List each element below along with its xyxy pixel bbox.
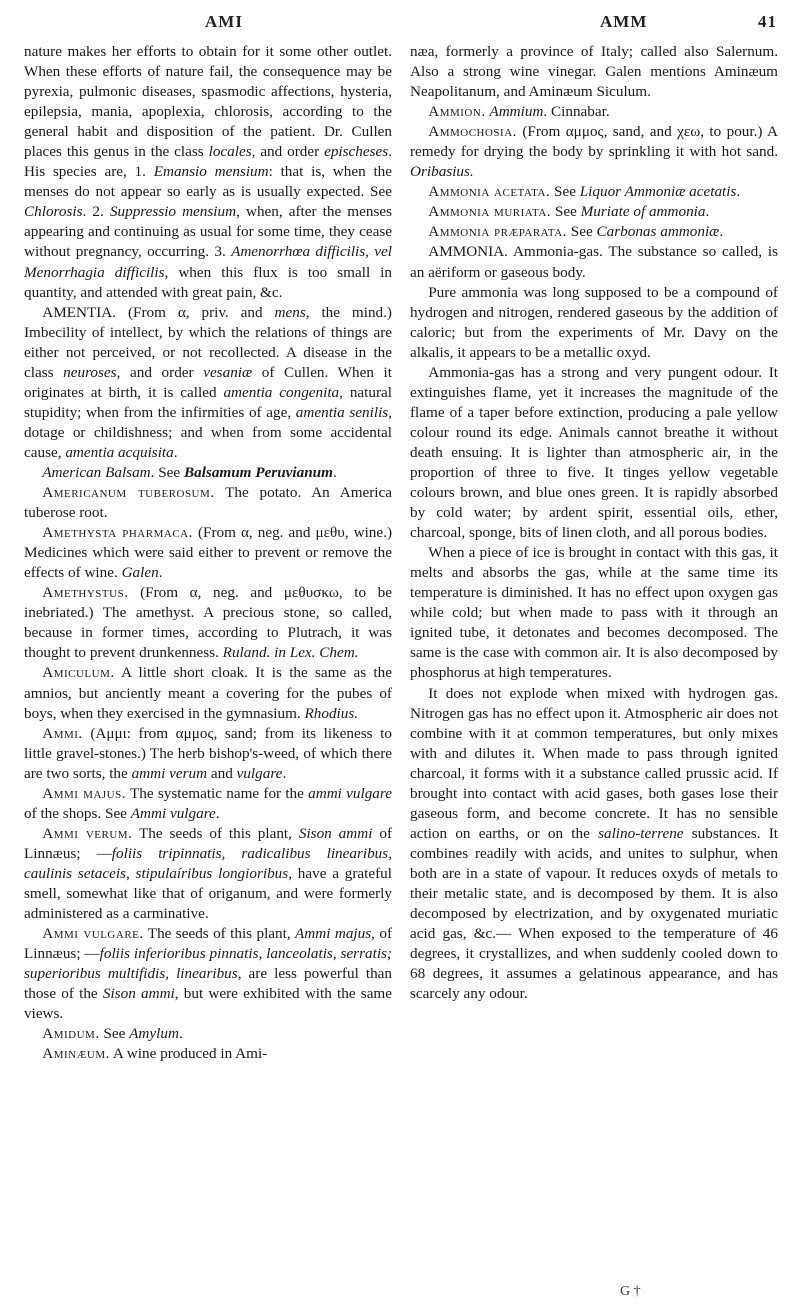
ammonia-paragraph-2: Ammonia-gas has a strong and very pungent odour. It extinguishes flame, yet it increases the magnitude of the flame of a taper before extinction, producing a pale yellow colour round its edge. Animals cannot breathe it without death ensuing. It is lighter than atmospheric air, in the proportion of three to five. It tinges yellow vegetable colours brown, and blue ones green. It is rapidly absorbed by cold water; by ardent spirit, essential oils, ether, charcoal, sponge, bits of linen cloth, and all porous bodies. — [410, 363, 778, 542]
entry-amentia: AMENTIA. (From α, priv. and mens, the mind.) Imbecility of intellect, by which the relations of things are either not perceived, or not recollected. A disease in the class neuroses, and order vesaniæ of Cullen. When it originates at birth, it is called amentia congenita, natural stupidity; when from the infirmities of age, amentia senilis, dotage or childishness; and when from some accidental cause, amentia acquisita. — [24, 303, 393, 461]
entry-amiculum: Amiculum. A little short cloak. It is the same as the amnios, but anciently meant a covering for the pubes of boys, when they exercised in the gymnasium. Rhodius. — [24, 664, 392, 722]
entry-aminaeum: Aminæum. A wine produced in Ami- — [42, 1045, 268, 1063]
ammonia-paragraph-4: It does not explode when mixed with hydrogen gas. Nitrogen gas has no effect upon it. Atmospheric air does not combine with it at common temperatures, but only mixes with and dilutes it. When made to pass through ignited charcoal, it forms with it a substance called prussic acid. If brought into contact with acid gases, both gases lose their gaseous form, and become concrete. It has no sensible action on earths, or on the salino-terrene substances. It combines readily with acids, and unites to sulphur, when both are in a state of vapour. It reduces oxyds of metals to their metalic state, and is decomposed by them. It is also decomposed by electrization, and by oxygenated muriatic acid gas, &c.— When exposed to the temperature of 46 degrees, it crystallizes, and when suddenly cooled down to 68 degrees, it assumes a gelatinous appearance, and has scarcely any odour. — [410, 684, 779, 1003]
entry-ammion: Ammion. Ammium. Cinnabar. — [428, 103, 610, 121]
right-column — [410, 42, 778, 1004]
left-column — [24, 42, 392, 1064]
entry-ammi-majus: Ammi majus. The systematic name for the ammi vulgare of the shops. See Ammi vulgare. — [24, 784, 392, 822]
running-header — [0, 6, 800, 34]
page-number: 41 — [758, 12, 777, 31]
entry-ammi: Ammi. (Αμμι: from αμμος, sand; from its likeness to little gravel-stones.) The herb bishop's-weed, of which there are two sorts, the ammi verum and vulgare. — [24, 724, 392, 782]
entry-aminaeum-continued: næa, formerly a province of Italy; called also Salernum. Also a strong wine vinegar. Galen mentions Aminæum Neapolitanum, and Aminæum Siculum. — [410, 43, 778, 101]
left-running-head: AMI — [205, 12, 243, 31]
entry-amethysta-pharmaca: Amethysta pharmaca. (From α, neg. and μεθυ, wine.) Medicines which were said either to prevent or remove the effects of wine. Galen. — [24, 524, 392, 582]
ammonia-paragraph-1: Pure ammonia was long supposed to be a compound of hydrogen and nitrogen, rendered gaseous by the addition of caloric; but from the experiments of Mr. Davy on the alkalis, it appears to be a metallic oxyd. — [410, 283, 778, 361]
ammonia-paragraph-3: When a piece of ice is brought in contact with this gas, it melts and absorbs the gas, while at the same time its temperature is diminished. It has no effect upon oxygen gas while cold; but when made to pass with it through an ignited tube, it detonates and becomes decomposed. The same is the case with common air. It is also decomposed by phosphorus at high temperatures. — [410, 544, 778, 682]
entry-ammonia: AMMONIA. Ammonia-gas. The substance so called, is an aëriform or gaseous body. — [410, 243, 778, 281]
entry-ammonia-muriata: Ammonia muriata. See Muriate of ammonia. — [428, 203, 710, 221]
entry-ammonia-acetata: Ammonia acetata. See Liquor Ammoniæ acetatis. — [428, 183, 741, 201]
entry-american-balsam: American Balsam. See Balsamum Peruvianum. — [42, 463, 337, 481]
entry-amidum: Amidum. See Amylum. — [42, 1025, 183, 1043]
right-running-head: AMM — [600, 12, 648, 31]
entry-amenorrhoea-continued: nature makes her efforts to obtain for it some other outlet. When these efforts of nature fail, the consequence may be pyrexia, pulmonic diseases, spasmodic affections, hysteria, epilepsia, mania, apoplexia, chlorosis, according to the general habit and disposition of the patient. Dr. Cullen places this genus in the class locales, and order epischeses. His species are, 1. Emansio mensium: that is, when the menses do not appear so early as is usually expected. See Chlorosis. 2. Suppressio mensium, when, after the menses appearing and continuing as usual for some time, they cease without pregnancy, occurring. 3. Amenorrhœa difficilis, vel Menorrhagia difficilis, when this flux is too small in quantity, and attended with great pain, &c. — [24, 43, 393, 301]
entry-amethystus: Amethystus. (From α, neg. and μεθυσκω, to be inebriated.) The amethyst. A precious stone, so called, because in former times, according to Plutrach, it was thought to prevent drunkenness. Ruland. in Lex. Chem. — [24, 584, 392, 662]
entry-ammonia-praeparata: Ammonia præparata. See Carbonas ammoniæ. — [428, 223, 724, 241]
entry-ammochosia: Ammochosia. (From αμμος, sand, and χεω, to pour.) A remedy for drying the body by sprinkling it with hot sand. Oribasius. — [410, 123, 778, 181]
signature-mark: G † — [620, 1284, 641, 1299]
entry-ammi-verum: Ammi verum. The seeds of this plant, Sison ammi of Linnæus; —foliis tripinnatis, radicalibus linearibus, caulinis setaceis, stipulaíribus longioribus, have a grateful smell, somewhat like that of origanum, and were formerly administered as a carminative. — [24, 824, 393, 923]
entry-ammi-vulgare: Ammi vulgare. The seeds of this plant, Ammi majus, of Linnæus; —foliis inferioribus pinnatis, lanceolatis, serratis; superioribus multifidis, linearibus, are less powerful than those of the Sison ammi, but were exhibited with the same views. — [24, 925, 393, 1023]
entry-americanum-tuberosum: Americanum tuberosum. The potato. An America tuberose root. — [24, 484, 393, 522]
